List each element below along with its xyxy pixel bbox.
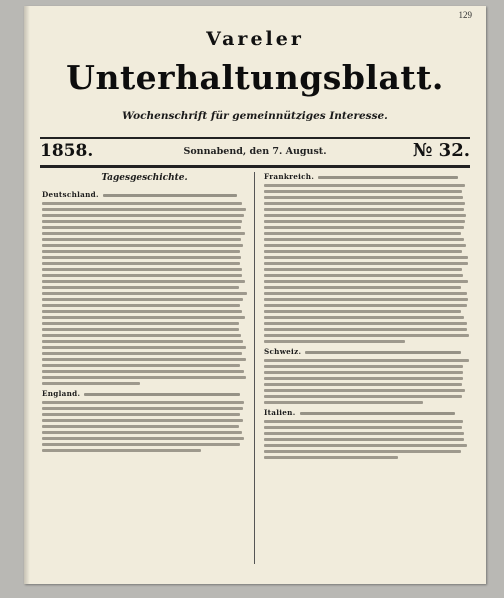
text-line bbox=[264, 220, 465, 223]
text-line bbox=[264, 226, 464, 229]
text-line bbox=[84, 393, 239, 396]
text-line bbox=[42, 431, 242, 434]
paragraph-lead-line bbox=[42, 389, 247, 398]
text-line bbox=[42, 419, 243, 422]
text-line bbox=[264, 371, 463, 374]
text-line bbox=[264, 298, 468, 301]
page-number: 129 bbox=[458, 10, 472, 20]
text-line bbox=[42, 346, 246, 349]
text-line bbox=[42, 340, 243, 343]
left-column-body bbox=[42, 190, 247, 452]
text-line bbox=[264, 328, 467, 331]
text-line bbox=[264, 426, 462, 429]
text-line bbox=[264, 256, 468, 259]
text-line bbox=[264, 365, 463, 368]
text-line bbox=[42, 437, 244, 440]
text-line bbox=[264, 232, 461, 235]
text-line bbox=[264, 196, 463, 199]
text-line bbox=[264, 268, 462, 271]
text-line bbox=[42, 208, 246, 211]
text-line bbox=[42, 364, 240, 367]
text-line bbox=[42, 370, 244, 373]
text-line bbox=[42, 382, 140, 385]
section-heading: Tagesgeschichte. bbox=[101, 173, 188, 183]
text-line bbox=[42, 407, 243, 410]
text-line bbox=[264, 250, 462, 253]
text-line bbox=[264, 359, 469, 362]
text-line bbox=[42, 256, 241, 259]
text-line bbox=[42, 322, 239, 325]
text-line bbox=[42, 449, 201, 452]
issue-year: 1858. bbox=[40, 141, 94, 161]
text-line bbox=[264, 395, 462, 398]
text-line bbox=[42, 214, 244, 217]
text-line bbox=[264, 274, 463, 277]
article-paragraph bbox=[264, 172, 469, 343]
text-line bbox=[42, 358, 246, 361]
text-line bbox=[42, 274, 242, 277]
text-line bbox=[264, 208, 464, 211]
paragraph-lead-word: Italien. bbox=[264, 408, 296, 417]
left-column bbox=[42, 172, 247, 564]
article-paragraph bbox=[42, 190, 247, 385]
text-line bbox=[264, 432, 464, 435]
bottom-rule bbox=[40, 165, 470, 168]
text-line bbox=[42, 443, 240, 446]
text-line bbox=[42, 352, 242, 355]
text-line bbox=[264, 184, 465, 187]
paragraph-lead-word: England. bbox=[42, 389, 81, 398]
top-rule bbox=[40, 137, 470, 139]
text-line bbox=[42, 316, 245, 319]
text-line bbox=[264, 244, 466, 247]
text-line bbox=[264, 438, 464, 441]
text-line bbox=[264, 377, 463, 380]
newspaper-page bbox=[24, 6, 486, 584]
text-line bbox=[264, 450, 461, 453]
text-line bbox=[42, 268, 242, 271]
paragraph-lead-word: Schweiz. bbox=[264, 347, 302, 356]
text-line bbox=[42, 310, 242, 313]
article-paragraph bbox=[264, 408, 469, 459]
text-line bbox=[42, 232, 245, 235]
text-line bbox=[264, 262, 468, 265]
text-line bbox=[42, 238, 241, 241]
article-paragraph bbox=[42, 389, 247, 452]
text-line bbox=[264, 444, 467, 447]
text-line bbox=[264, 316, 464, 319]
text-line bbox=[42, 328, 239, 331]
masthead-subtitle: Wochenschrift für gemeinnütziges Interesse. bbox=[122, 110, 388, 122]
text-line bbox=[264, 334, 469, 337]
text-line bbox=[305, 351, 460, 354]
article-paragraph bbox=[264, 347, 469, 404]
column-divider bbox=[254, 172, 255, 564]
text-line bbox=[42, 304, 240, 307]
text-line bbox=[264, 238, 464, 241]
right-column-body bbox=[264, 172, 469, 459]
text-line bbox=[42, 292, 247, 295]
text-line bbox=[264, 214, 466, 217]
text-line bbox=[42, 226, 241, 229]
text-line bbox=[264, 190, 462, 193]
masthead-title: Unterhaltungsblatt. bbox=[66, 58, 444, 97]
text-line bbox=[42, 262, 240, 265]
text-line bbox=[264, 304, 467, 307]
text-line bbox=[42, 250, 240, 253]
page-edge-shadow bbox=[24, 6, 30, 584]
paragraph-lead-word: Frankreich. bbox=[264, 172, 315, 181]
text-line bbox=[42, 280, 245, 283]
paragraph-lead-line bbox=[264, 347, 469, 356]
text-line bbox=[42, 401, 244, 404]
text-line bbox=[300, 412, 455, 415]
text-line bbox=[42, 413, 240, 416]
issue-number: № 32. bbox=[412, 140, 470, 161]
text-line bbox=[42, 286, 239, 289]
masthead-town: Vareler bbox=[206, 28, 304, 50]
text-line bbox=[264, 420, 463, 423]
text-line bbox=[264, 383, 462, 386]
text-line bbox=[264, 456, 398, 459]
text-line bbox=[318, 176, 458, 179]
issue-date: Sonnabend, den 7. August. bbox=[183, 146, 327, 157]
paragraph-lead-word: Deutschland. bbox=[42, 190, 99, 199]
text-line bbox=[42, 220, 242, 223]
text-line bbox=[42, 425, 239, 428]
text-line bbox=[42, 244, 243, 247]
text-line bbox=[42, 202, 242, 205]
text-line bbox=[264, 280, 468, 283]
right-column bbox=[264, 172, 469, 564]
text-line bbox=[264, 401, 423, 404]
paragraph-lead-line bbox=[264, 172, 469, 181]
text-line bbox=[264, 202, 465, 205]
text-line bbox=[264, 340, 405, 343]
text-line bbox=[264, 286, 461, 289]
text-line bbox=[264, 310, 461, 313]
text-line bbox=[264, 292, 467, 295]
text-line bbox=[264, 389, 465, 392]
paragraph-lead-line bbox=[264, 408, 469, 417]
text-line bbox=[103, 194, 238, 197]
text-line bbox=[42, 298, 243, 301]
paragraph-lead-line bbox=[42, 190, 247, 199]
text-line bbox=[42, 376, 246, 379]
text-line bbox=[42, 334, 241, 337]
text-line bbox=[264, 322, 467, 325]
